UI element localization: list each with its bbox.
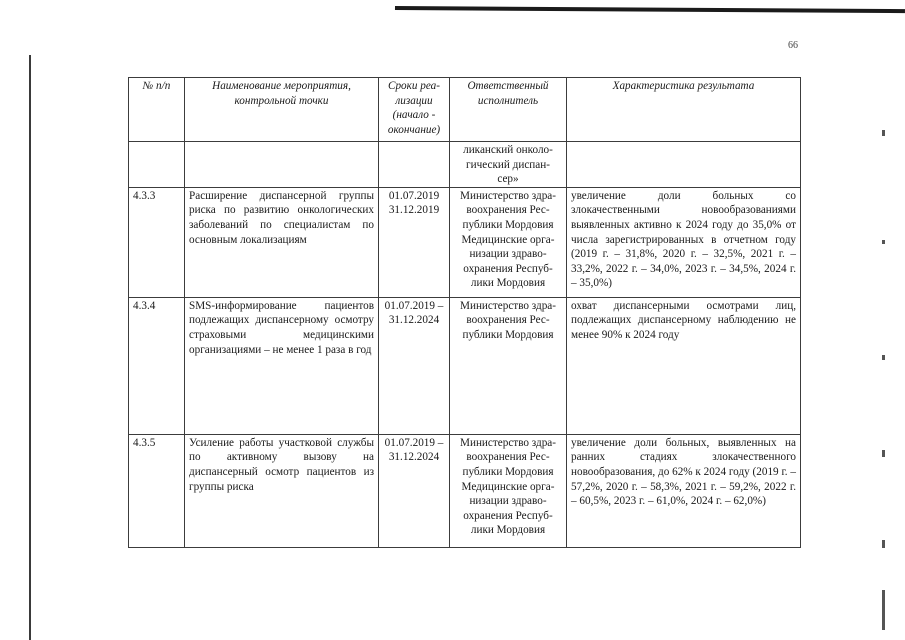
scan-edge-top [395, 6, 905, 13]
cell-name [185, 142, 379, 188]
scan-margin-marks [882, 120, 902, 640]
cell-result: увеличение доли больных со злокачественными новообразованиями выявленных активно к 2024 году до 35,0% от числа зарегистрированных в отчетном году (2019 г. – 31,8%, 2020 г. – 32,5%, 2021 г. – 33,2%, 2022 г. – 34,0%, 2023 г. – 34,5%, 2024 г. – 35,0%) [567, 187, 801, 297]
cell-executor: Министерство здра- воохранения Рес- публики Мордовия Медицинские орга- низации здраво- охранения Респуб- лики Мордовия [450, 187, 567, 297]
table-row [129, 187, 801, 297]
cell-num: 4.3.3 [129, 187, 185, 297]
continuation-row [129, 142, 801, 188]
cell-result [567, 142, 801, 188]
header-dates: Сроки реа- лизации (начало - окончание) [379, 78, 450, 142]
table-row [129, 434, 801, 547]
header-result: Характеристика результата [567, 78, 801, 142]
page-number: 66 [788, 40, 798, 51]
cell-executor: Министерство здра- воохранения Рес- публики Мордовия [450, 297, 567, 434]
cell-num [129, 142, 185, 188]
table-row [129, 297, 801, 434]
cell-dates [379, 142, 450, 188]
table-header-row [129, 78, 801, 142]
cell-executor: ликанский онколо- гический диспан- сер» [450, 142, 567, 188]
cell-dates: 01.07.2019 – 31.12.2024 [379, 297, 450, 434]
measures-table [128, 77, 801, 548]
cell-result: охват диспансерными осмотрами лиц, подлежащих диспансерному наблюдению не менее 90% к 2024 году [567, 297, 801, 434]
cell-executor: Министерство здра- воохранения Рес- публики Мордовия Медицинские орга- низации здраво- охранения Респуб- лики Мордовия [450, 434, 567, 547]
scan-edge-left [29, 55, 31, 640]
header-num: № п/п [129, 78, 185, 142]
header-executor: Ответственный исполнитель [450, 78, 567, 142]
cell-num: 4.3.5 [129, 434, 185, 547]
cell-name: SMS-информирование пациентов подлежащих диспансерному осмотру страховыми медицинскими организациями – не менее 1 раза в год [185, 297, 379, 434]
cell-dates: 01.07.2019 – 31.12.2024 [379, 434, 450, 547]
cell-name: Усиление работы участковой службы по активному вызову на диспансерный осмотр пациентов из группы риска [185, 434, 379, 547]
cell-dates: 01.07.2019 31.12.2019 [379, 187, 450, 297]
header-name: Наименование мероприятия, контрольной точки [185, 78, 379, 142]
cell-name: Расширение диспансерной группы риска по развитию онкологических заболеваний по специалистам по основным локализациям [185, 187, 379, 297]
cell-num: 4.3.4 [129, 297, 185, 434]
cell-result: увеличение доли больных, выявленных на ранних стадиях злокачественного новообразования, до 62% к 2024 году (2019 г. – 57,2%, 2020 г. – 58,3%, 2021 г. – 59,2%, 2022 г. – 60,5%, 2023 г. – 61,0%, 2024 г. – 62,0%) [567, 434, 801, 547]
